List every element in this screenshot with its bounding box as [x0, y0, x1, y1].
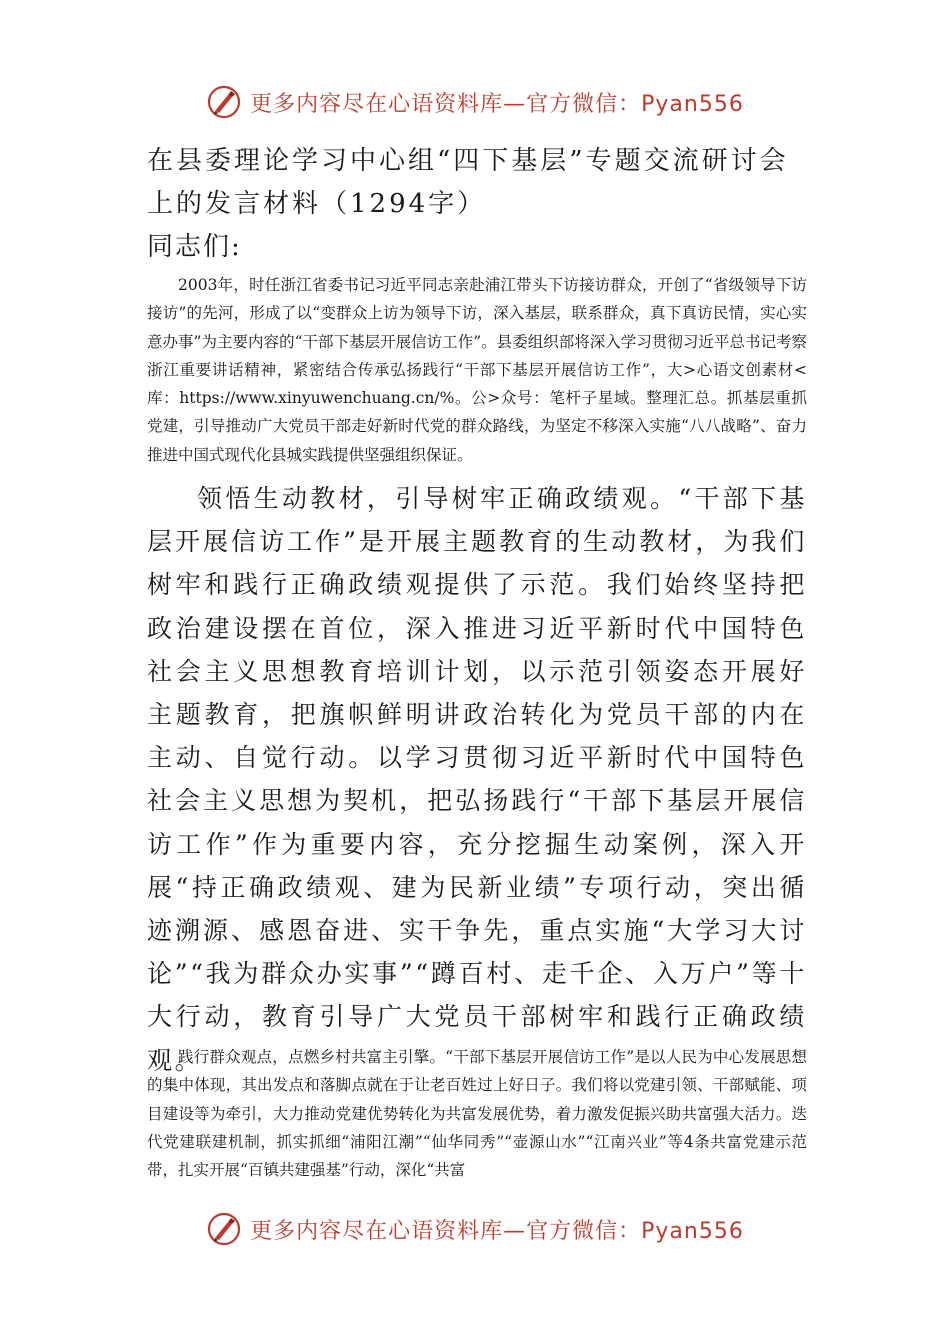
pen-logo-icon: [206, 84, 242, 120]
header-banner: [0, 82, 950, 122]
banner-text: 更多内容尽在心语资料库—官方微信：Pyan556: [250, 1218, 744, 1244]
footer-banner: [0, 1209, 950, 1249]
paragraph-intro: 2003年，时任浙江省委书记习近平同志亲赴浦江带头下访接访群众，开创了“省级领导下访接访”的先河，形成了以“变群众上访为领导下访，深入基层，联系群众，真下真访民情，实心实意办事”为主要内容的“干部下基层开展信访工作”。县委组织部将深入学习贯彻习近平总书记考察浙江重要讲话精神，紧密结合传承弘扬践行“干部下基层开展信访工作”，大>心语文创素材<库：https://www.xinyuwenchuang.cn/%。公>众号：笔杆子星域。整理汇总。抓基层重抓党建，引导推动广大党员干部走好新时代党的群众路线，为坚定不移深入实施“八八战略”、奋力推进中国式现代化县城实践提供坚强组织保证。: [147, 276, 807, 464]
banner-text: 更多内容尽在心语资料库—官方微信：Pyan556: [250, 91, 744, 117]
document-title: 在县委理论学习中心组“四下基层”专题交流研讨会上的发言材料（1294字）: [147, 146, 789, 219]
pen-logo-icon: [206, 1211, 242, 1247]
paragraph-main: 领悟生动教材，引导树牢正确政绩观。“干部下基层开展信访工作”是开展主题教育的生动教材，为我们树牢和践行正确政绩观提供了示范。我们始终坚持把政治建设摆在首位，深入推进习近平新时代中国特色社会主义思想教育培训计划，以示范引领姿态开展好主题教育，把旗帜鲜明讲政治转化为党员干部的内在主动、自觉行动。以学习贯彻习近平新时代中国特色社会主义思想为契机，把弘扬践行“干部下基层开展信访工作”作为重要内容，充分挖掘生动案例，深入开展“持正确政绩观、建为民新业绩”专项行动，突出循迹溯源、感恩奋进、实干争先，重点实施“大学习大讨论”“我为群众办实事”“蹲百村、走千企、入万户”等十大行动，教育引导广大党员干部树牢和践行正确政绩观。: [147, 484, 807, 1075]
salutation: 同志们:: [147, 232, 242, 262]
paragraph-continued: 践行群众观点，点燃乡村共富主引擎。“干部下基层开展信访工作”是以人民为中心发展思想的集中体现，其出发点和落脚点就在于让老百姓过上好日子。我们将以党建引领、干部赋能、项目建设等为牵引，大力推动党建优势转化为共富发展优势，着力激发促振兴助共富强大活力。迭代党建联建机制，抓实抓细“浦阳江潮”“仙华同秀”“壶源山水”“江南兴业”等4条共富党建示范带，扎实开展“百镇共建强基”行动，深化“共富: [147, 1048, 807, 1180]
